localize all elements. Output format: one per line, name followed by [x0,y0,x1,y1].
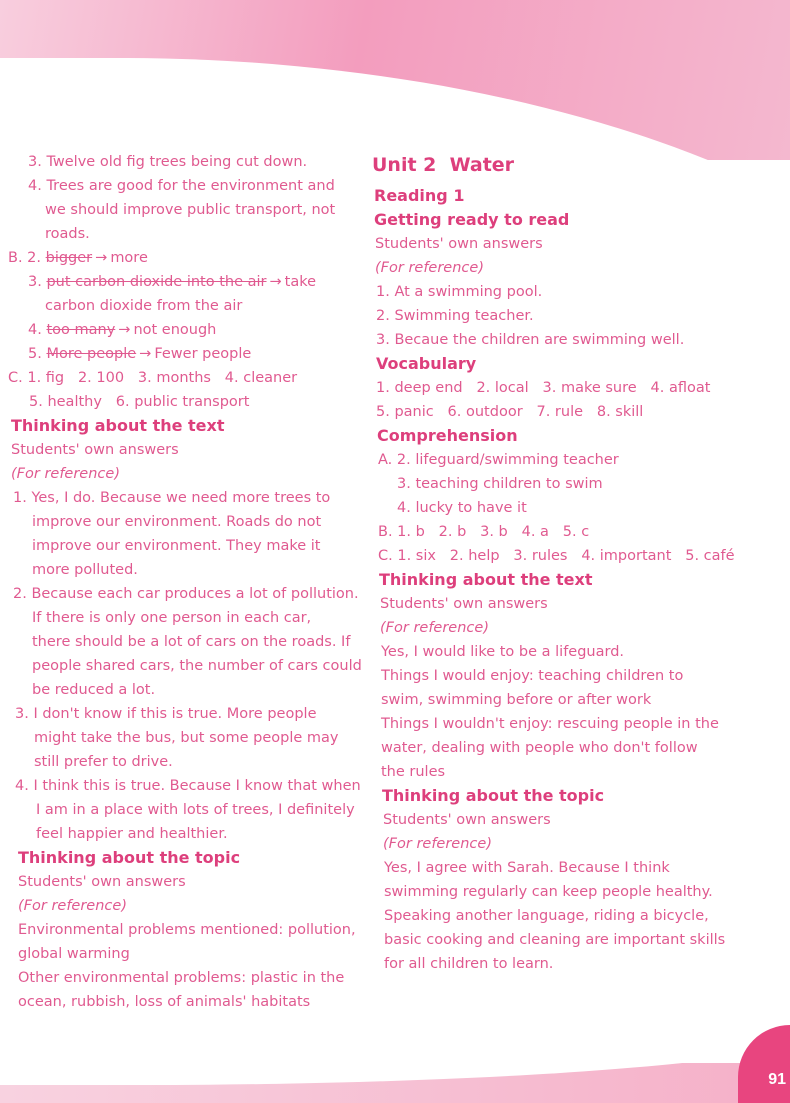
answer-line: swim, swimming before or after work [381,692,652,708]
reference-note: (For reference) [18,898,127,914]
correction-line [8,246,364,270]
answer-line: Yes, I would like to be a lifeguard. [381,644,625,660]
answer-line: 2. Swimming teacher. [376,308,534,324]
answer-line: 4. Trees are good for the environment and [28,178,335,194]
answer-line: Students' own answers [375,236,543,252]
unit-title: Unit 2 Water [372,154,515,176]
section-heading: Thinking about the text [379,570,593,589]
answer-line: B. 1. b 2. b 3. b 4. a 5. c [378,524,590,540]
answer-line: people shared cars, the number of cars could [32,658,362,674]
struck-text: More people [46,346,137,362]
answer-line: Students' own answers [11,442,179,458]
answer-line: 2. Because each car produces a lot of pollution. [13,586,359,602]
answer-line: A. 2. lifeguard/swimming teacher [378,452,619,468]
correction-line [28,318,384,342]
answer-line: 1. At a swimming pool. [376,284,543,300]
answer-line: I am in a place with lots of trees, I definitely [36,802,355,818]
answer-line: there should be a lot of cars on the roads. If [32,634,351,650]
answer-line: improve our environment. They make it [32,538,321,554]
item-number: 3. [28,274,42,290]
answer-line: Things I would enjoy: teaching children to [381,668,684,684]
answer-line: 5. healthy 6. public transport [29,394,250,410]
section-heading: Thinking about the topic [18,848,241,867]
answer-line: more polluted. [32,562,138,578]
answer-line: 3. Becaue the children are swimming well. [376,332,685,348]
answer-line: Speaking another language, riding a bicycle, [384,908,709,924]
section-heading: Comprehension [377,426,518,445]
item-number: 5. [28,346,42,362]
corrected-text: Fewer people [154,346,252,362]
answer-line: 4. lucky to have it [397,500,527,516]
answer-line: improve our environment. Roads do not [32,514,322,530]
left-column [8,150,364,1014]
answer-line: C. 1. six 2. help 3. rules 4. important 5. café [378,548,735,564]
answer-line: Students' own answers [383,812,551,828]
item-number: 4. [28,322,42,338]
reference-note: (For reference) [383,836,492,852]
correction-line [28,270,384,294]
struck-text: bigger [45,250,93,266]
arrow-icon: → [95,250,108,266]
answer-line: feel happier and healthier. [36,826,228,842]
item-number: B. 2. [8,250,42,266]
arrow-icon: → [118,322,131,338]
answer-line: Yes, I agree with Sarah. Because I think [384,860,670,876]
reference-note: (For reference) [11,466,120,482]
arrow-icon: → [139,346,152,362]
section-heading: Vocabulary [376,354,477,373]
reference-note: (For reference) [380,620,489,636]
reference-note: (For reference) [375,260,484,276]
section-heading: Thinking about the text [11,416,225,435]
corrected-text: not enough [133,322,217,338]
answer-line: ocean, rubbish, loss of animals' habitats [18,994,311,1010]
answer-line: 5. panic 6. outdoor 7. rule 8. skill [376,404,644,420]
answer-line: we should improve public transport, not [45,202,336,218]
struck-text: too many [46,322,116,338]
answer-line: for all children to learn. [384,956,554,972]
answer-line: Students' own answers [380,596,548,612]
answer-line: roads. [45,226,90,242]
section-heading: Thinking about the topic [382,786,605,805]
answer-line: carbon dioxide from the air [45,298,243,314]
answer-line: Things I wouldn't enjoy: rescuing people in the [381,716,719,732]
page-number: 91 [768,1071,786,1088]
answer-line: If there is only one person in each car, [32,610,312,626]
section-heading: Getting ready to read [374,210,570,229]
answer-line: 4. I think this is true. Because I know that when [15,778,361,794]
answer-line: Students' own answers [18,874,186,890]
answer-line: be reduced a lot. [32,682,156,698]
answer-line: 1. deep end 2. local 3. make sure 4. afloat [376,380,711,396]
answer-line: 3. Twelve old fig trees being cut down. [28,154,308,170]
answer-line: 1. Yes, I do. Because we need more trees to [13,490,331,506]
answer-line: the rules [381,764,446,780]
answer-line: C. 1. fig 2. 100 3. months 4. cleaner [8,370,298,386]
corrected-text: take [284,274,317,290]
answer-line: water, dealing with people who don't follow [381,740,698,756]
answer-line: Environmental problems mentioned: pollution, [18,922,356,938]
answer-line: might take the bus, but some people may [34,730,339,746]
answer-line: 3. teaching children to swim [397,476,603,492]
right-column [372,150,744,976]
answer-line: Other environmental problems: plastic in the [18,970,345,986]
answer-line: basic cooking and cleaning are important skills [384,932,726,948]
answer-line: 3. I don't know if this is true. More people [15,706,317,722]
answer-line: global warming [18,946,130,962]
section-heading: Reading 1 [374,186,465,205]
answer-line: still prefer to drive. [34,754,173,770]
arrow-icon: → [269,274,282,290]
correction-line [28,342,384,366]
struck-text: put carbon dioxide into the air [46,274,267,290]
answer-line: swimming regularly can keep people healthy. [384,884,713,900]
corrected-text: more [110,250,148,266]
